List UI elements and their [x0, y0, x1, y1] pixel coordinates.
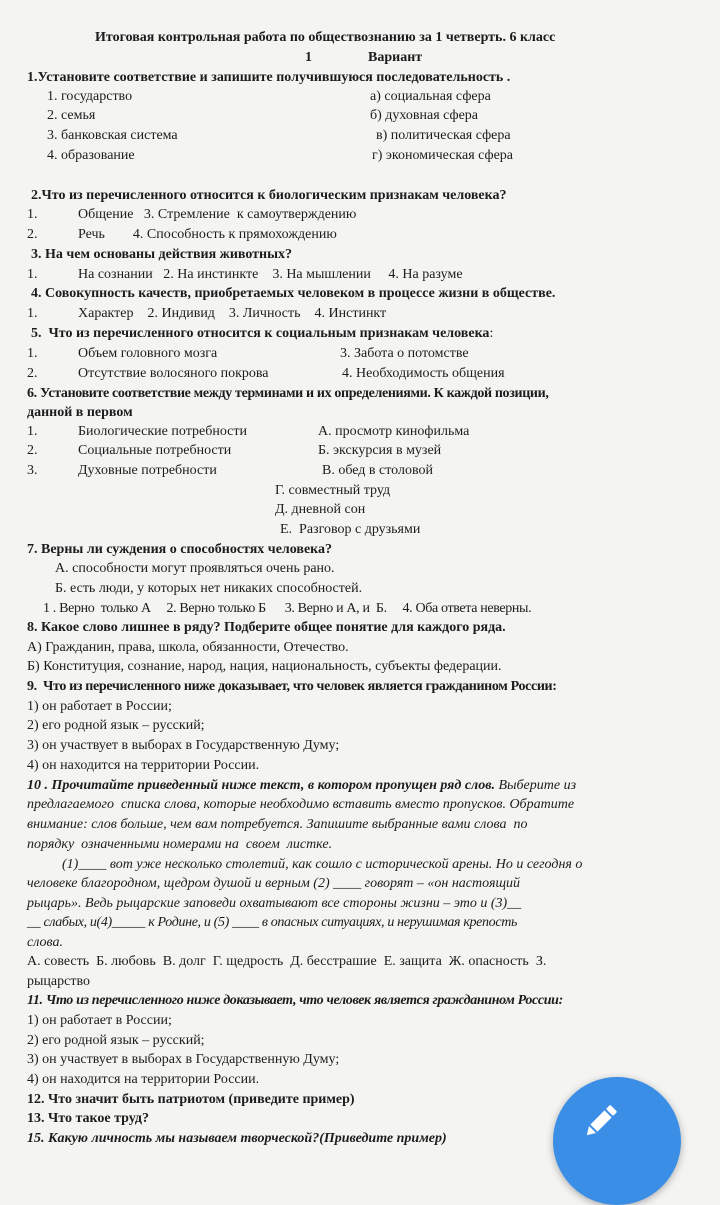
q5-right-item: 4. Необходимость общения [342, 366, 505, 381]
q10-text: __ слабых, и(4)_____ к Родине, и (5) ____ в опасных ситуациях, и нерушимая крепость [27, 915, 517, 930]
q11-option: 3) он участвует в выборах в Государственную Думу; [27, 1052, 340, 1067]
q8-question: 8. Какое слово лишнее в ряду? Подберите общее понятие для каждого ряда. [27, 620, 506, 635]
q6-left-item: Биологические потребности [78, 424, 247, 439]
q4-question: 4. Совокупность качеств, приобретаемых человеком в процессе жизни в обществе. [31, 286, 556, 301]
q2-num: 1. [27, 207, 38, 222]
q10-word-list: А. совесть Б. любовь В. долг Г. щедрость Д. бесстрашие Е. защита Ж. опасность З. [27, 954, 547, 969]
q8-row-b: Б) Конституция, сознание, народ, нация, национальность, субъекты федерации. [27, 659, 502, 674]
variant-label: Вариант [368, 50, 423, 65]
q11-option: 2) его родной язык – русский; [27, 1033, 205, 1048]
q1-right-item: б) духовная сфера [370, 108, 479, 123]
q11-question: 11. Что из перечисленного ниже доказывает, что человек является гражданином России: [27, 993, 563, 1008]
q10-text: (1)____ вот уже несколько столетий, как сошло с исторической арены. Но и сегодня о [62, 857, 583, 872]
q12-question: 12. Что значит быть патриотом (приведите пример) [27, 1092, 355, 1107]
q1-right-item: а) социальная сфера [370, 89, 491, 104]
q15-question: 15. Какую личность мы называем творческой?(Приведите пример) [27, 1131, 447, 1146]
q6-num: 2. [27, 443, 38, 458]
q11-option: 1) он работает в России; [27, 1013, 172, 1028]
pencil-icon [579, 1099, 623, 1143]
q5-left-item: Отсутствие волосяного покрова [78, 366, 269, 381]
q2-question: 2.Что из перечисленного относится к биологическим признакам человека? [31, 188, 507, 203]
q2-num: 2. [27, 227, 38, 242]
q8-row-a: А) Гражданин, права, школа, обязанности, Отечество. [27, 640, 349, 655]
q9-option: 3) он участвует в выборах в Государственную Думу; [27, 738, 340, 753]
q2-options: Общение 3. Стремление к самоутверждению [78, 207, 357, 222]
q6-right-item: Г. совместный труд [275, 483, 391, 498]
q6-question-line1: 6. Установите соответствие между терминами и их определениями. К каждой позиции, [27, 386, 549, 401]
q10-instruction: Выберите из [494, 778, 577, 793]
q6-right-item: Е. Разговор с друзьями [280, 522, 421, 537]
q1-right-item: г) экономическая сфера [372, 148, 514, 163]
q3-question: 3. На чем основаны действия животных? [31, 247, 293, 262]
q10-instruction: внимание: слов больше, чем вам потребуется. Запишите выбранные вами слова по [27, 817, 528, 832]
q10-text: слова. [27, 935, 63, 950]
q5-right-item: 3. Забота о потомстве [340, 346, 469, 361]
q6-right-item: А. просмотр кинофильма [318, 424, 470, 439]
q3-num: 1. [27, 267, 38, 282]
q6-num: 3. [27, 463, 38, 478]
q5-question-tail: : [489, 326, 494, 341]
q4-options: Характер 2. Индивид 3. Личность 4. Инстинкт [78, 306, 387, 321]
q6-left-item: Социальные потребности [78, 443, 232, 458]
q7-statement-a: А. способности могут проявляться очень рано. [55, 561, 335, 576]
q10-instruction: порядку означенными номерами на своем листке. [27, 837, 333, 852]
q10-text: человеке благородном, щедром душой и верным (2) ____ говорят – «он настоящий [27, 876, 521, 891]
q10-question: 10 . Прочитайте приведенный ниже текст, в котором пропущен ряд слов. [27, 778, 495, 793]
q7-question: 7. Верны ли суждения о способностях человека? [27, 542, 333, 557]
q2-options: Речь 4. Способность к прямохождению [78, 227, 337, 242]
q1-right-item: в) политическая сфера [376, 128, 511, 143]
q6-num: 1. [27, 424, 38, 439]
q1-left-item: 4. образование [47, 148, 135, 163]
q10-text: рыцарь». Ведь рыцарские заповеди охватывают все стороны жизни – это и (3)__ [27, 896, 522, 911]
q10-word-list: рыцарство [27, 974, 90, 989]
q1-left-item: 3. банковская система [47, 128, 178, 143]
q7-statement-b: Б. есть люди, у которых нет никаких способностей. [55, 581, 363, 596]
q5-left-item: Объем головного мозга [78, 346, 218, 361]
q1-question: 1.Установите соответствие и запишите получившуюся последовательность . [27, 70, 511, 85]
q6-right-item: Д. дневной сон [275, 502, 366, 517]
q6-left-item: Духовные потребности [78, 463, 217, 478]
q6-question-line2: данной в первом [27, 405, 133, 420]
edit-fab-button[interactable] [553, 1077, 681, 1205]
q9-option: 2) его родной язык – русский; [27, 718, 205, 733]
page-title: Итоговая контрольная работа по обществознанию за 1 четверть. 6 класс [95, 30, 556, 45]
q10-question-line [27, 776, 576, 795]
q4-num: 1. [27, 306, 38, 321]
q5-num: 2. [27, 366, 38, 381]
q9-option: 4) он находится на территории России. [27, 758, 260, 773]
q1-left-item: 1. государство [47, 89, 133, 104]
q13-question: 13. Что такое труд? [27, 1111, 149, 1126]
q5-question-line [31, 324, 493, 343]
q6-right-item: Б. экскурсия в музей [318, 443, 442, 458]
q7-options: 1 . Верно только А 2. Верно только Б 3. Верно и А, и Б. 4. Оба ответа неверны. [43, 601, 532, 616]
q1-left-item: 2. семья [47, 108, 96, 123]
q3-options: На сознании 2. На инстинкте 3. На мышлении 4. На разуме [78, 267, 463, 282]
q9-question: 9. Что из перечисленного ниже доказывает, что человек является гражданином России: [27, 679, 557, 694]
q10-instruction: предлагаемого списка слова, которые необходимо вставить вместо пропусков. Обратите [27, 797, 575, 812]
q5-num: 1. [27, 346, 38, 361]
q11-option: 4) он находится на территории России. [27, 1072, 260, 1087]
q6-right-item: В. обед в столовой [322, 463, 433, 478]
q5-question: 5. Что из перечисленного относится к социальным признакам человека [31, 326, 490, 341]
variant-number: 1 [305, 50, 312, 65]
q9-option: 1) он работает в России; [27, 699, 172, 714]
